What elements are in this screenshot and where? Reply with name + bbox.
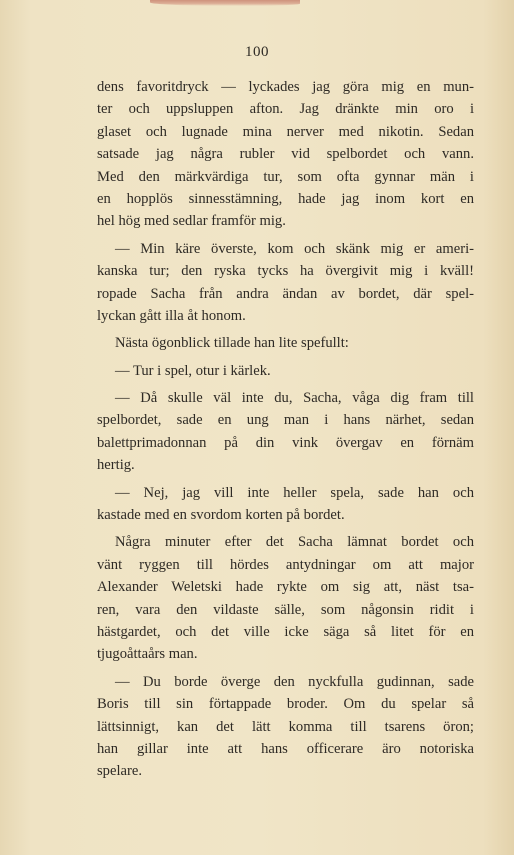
text-line: ropade Sacha från andra ändan av bordet, där spel- (97, 285, 474, 302)
paragraph (97, 238, 474, 328)
paragraph (97, 332, 474, 354)
text-line: — Min käre överste, kom och skänk mig er ameri- (115, 240, 474, 257)
text-line: balettprimadonnan på din vink övergav en förnäm (97, 434, 474, 451)
text-line: — Tur i spel, otur i kärlek. (115, 362, 271, 379)
text-line: — Du borde överge den nyckfulla gudinnan, sade (115, 673, 474, 690)
text-line: lyckan gått illa åt honom. (97, 307, 246, 324)
text-line: satsade jag några rubler vid spelbordet och vann. (97, 146, 474, 163)
text-line: Några minuter efter det Sacha lämnat bordet och (115, 534, 474, 551)
paragraph (97, 360, 474, 382)
text-line: — Nej, jag vill inte heller spela, sade han och (115, 484, 474, 501)
text-line: spelare. (97, 763, 142, 780)
text-line: glaset och lugnade mina nerver med nikotin. Sedan (97, 123, 474, 140)
text-line: tjugoåttaårs man. (97, 646, 198, 663)
text-line: — Då skulle väl inte du, Sacha, våga dig fram till (115, 390, 474, 407)
text-line: ren, vara den vildaste sälle, som någonsin ridit i (97, 601, 474, 618)
text-line: kastade med en svordom korten på bordet. (97, 507, 345, 524)
text-line: dens favoritdryck — lyckades jag göra mig en mun- (97, 79, 474, 95)
text-line: kanska tur; den ryska tycks ha övergivit mig i kväll! (97, 263, 474, 280)
text-line: hästgardet, och det ville icke säga så litet för en (97, 623, 474, 640)
text-line: vänt ryggen till hördes antydningar om att major (97, 556, 474, 573)
torn-edge (150, 0, 300, 6)
text-line: Alexander Weletski hade rykte om sig att, näst tsa- (97, 579, 474, 596)
body-text (97, 76, 474, 783)
paragraph (97, 531, 474, 665)
text-line: spelbordet, sade en ung man i hans närhet, sedan (97, 412, 474, 429)
paragraph (97, 671, 474, 783)
text-line: Med den märkvärdiga tur, som ofta gynnar män i (97, 168, 474, 185)
text-line: hel hög med sedlar framför mig. (97, 213, 286, 230)
text-line: Boris till sin förtappade broder. Om du spelar så (97, 696, 474, 713)
text-line: han gillar inte att hans officerare äro notoriska (97, 740, 474, 757)
paragraph (97, 76, 474, 233)
text-line: hertig. (97, 457, 135, 474)
text-line: ter och uppsluppen afton. Jag dränkte min oro i (97, 101, 474, 118)
page-number: 100 (245, 44, 269, 60)
text-line: en hopplös sinnesstämning, hade jag inom kort en (97, 190, 474, 207)
paragraph (97, 387, 474, 477)
paragraph (97, 482, 474, 527)
text-line: lättsinnigt, kan det lätt komma till tsarens öron; (97, 718, 474, 735)
text-line: Nästa ögonblick tillade han lite spefullt: (115, 335, 349, 352)
